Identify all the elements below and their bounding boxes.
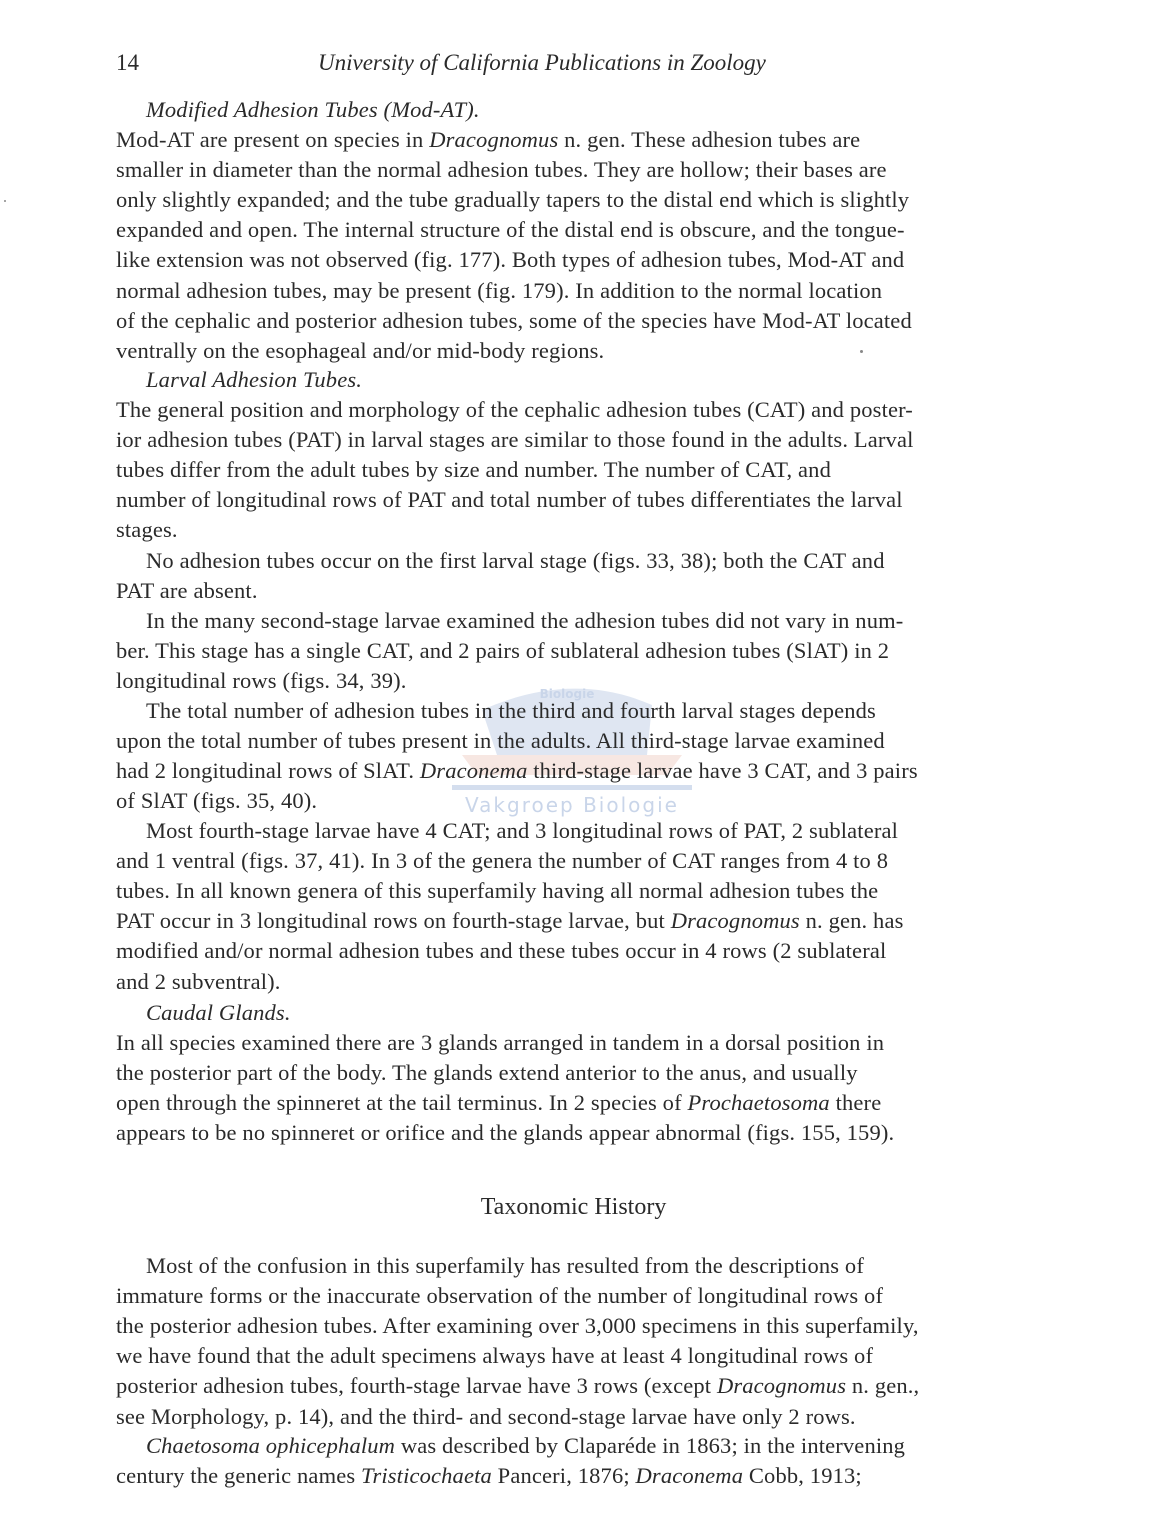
- text-line: stages.: [116, 517, 178, 543]
- text-line: [116, 125, 860, 155]
- text-segment: was described by Claparéde in 1863; in the intervening: [395, 1433, 906, 1458]
- text-line: number of longitudinal rows of PAT and total number of tubes differentiates the larval: [116, 487, 903, 513]
- text-line: longitudinal rows (figs. 34, 39).: [116, 668, 407, 694]
- text-segment: had 2 longitudinal rows of SlAT.: [116, 758, 420, 784]
- text-line: [146, 1431, 905, 1461]
- text-line: ior adhesion tubes (PAT) in larval stages are similar to those found in the adults. Larval: [116, 427, 914, 453]
- text-segment: century the generic names: [116, 1463, 362, 1489]
- text-segment: n. gen.,: [846, 1373, 920, 1399]
- text-segment: n. gen. These adhesion tubes are: [558, 127, 861, 152]
- text-line: like extension was not observed (fig. 177). Both types of adhesion tubes, Mod-AT and: [116, 247, 905, 273]
- text-line: tubes differ from the adult tubes by size and number. The number of CAT, and: [116, 457, 831, 483]
- taxon-name: Draconema: [635, 1463, 744, 1489]
- section-heading-text: Taxonomic History: [480, 1194, 667, 1220]
- text-segment: Mod-AT are present on species in: [116, 127, 430, 152]
- section-heading: [0, 1191, 1157, 1223]
- text-line: the posterior adhesion tubes. After examining over 3,000 specimens in this superfamily,: [116, 1313, 919, 1339]
- text-line: PAT are absent.: [116, 578, 258, 604]
- text-line: [116, 1461, 862, 1491]
- text-line: upon the total number of tubes present in the adults. All third-stage larvae examined: [116, 728, 885, 754]
- text-line: expanded and open. The internal structure of the distal end is obscure, and the tongue-: [116, 217, 905, 243]
- text-line: Most fourth-stage larvae have 4 CAT; and 3 longitudinal rows of PAT, 2 sublateral: [146, 818, 899, 843]
- taxon-name: Draconema: [419, 758, 528, 784]
- taxon-name: Chaetosoma ophicephalum: [146, 1433, 396, 1458]
- text-segment: open through the spinneret at the tail terminus. In 2 species of: [116, 1090, 688, 1116]
- subsection-heading: Modified Adhesion Tubes (Mod-AT).: [146, 97, 480, 122]
- text-line: of SlAT (figs. 35, 40).: [116, 788, 318, 814]
- taxon-name: Dracognomus: [670, 908, 800, 934]
- taxon-name: Dracognomus: [716, 1373, 847, 1399]
- watermark-text: Vakgroep Biologie: [465, 793, 679, 817]
- text-line: In the many second-stage larvae examined the adhesion tubes did not vary in num-: [146, 608, 904, 633]
- text-line: modified and/or normal adhesion tubes and these tubes occur in 4 rows (2 sublateral: [116, 938, 887, 964]
- scan-speck: [4, 200, 6, 202]
- text-line: immature forms or the inaccurate observation of the number of longitudinal rows of: [116, 1283, 884, 1309]
- text-segment: n. gen. has: [799, 908, 904, 934]
- text-line: the posterior part of the body. The glands extend anterior to the anus, and usually: [116, 1060, 858, 1086]
- text-segment: Panceri, 1876;: [491, 1463, 636, 1489]
- text-segment: posterior adhesion tubes, fourth-stage larvae have 3 rows (except: [116, 1373, 717, 1399]
- taxon-name: Prochaetosoma: [687, 1090, 830, 1116]
- scan-speck: [860, 350, 863, 353]
- text-line: appears to be no spinneret or orifice and the glands appear abnormal (figs. 155, 159).: [116, 1120, 895, 1146]
- taxon-name: Dracognomus: [429, 127, 559, 152]
- page-number: 14: [116, 50, 139, 75]
- subsection-heading: Caudal Glands.: [146, 1000, 291, 1025]
- text-line: ber. This stage has a single CAT, and 2 pairs of sublateral adhesion tubes (SlAT) in 2: [116, 638, 890, 664]
- text-segment: there: [829, 1090, 882, 1116]
- text-line: [116, 1088, 881, 1118]
- text-line: In all species examined there are 3 glands arranged in tandem in a dorsal position in: [116, 1030, 885, 1055]
- text-line: No adhesion tubes occur on the first larval stage (figs. 33, 38); both the CAT and: [146, 548, 885, 573]
- text-line: The total number of adhesion tubes in the third and fourth larval stages depends: [146, 698, 876, 723]
- text-line: only slightly expanded; and the tube gradually tapers to the distal end which is slightly: [116, 187, 910, 213]
- text-line: normal adhesion tubes, may be present (fig. 179). In addition to the normal location: [116, 277, 883, 303]
- text-line: tubes. In all known genera of this superfamily having all normal adhesion tubes the: [116, 878, 879, 904]
- subsection-heading: Larval Adhesion Tubes.: [146, 367, 363, 392]
- text-line: [116, 1371, 919, 1401]
- text-segment: third-stage larvae have 3 CAT, and 3 pairs: [527, 758, 918, 784]
- svg-text:Biologie: Biologie: [539, 687, 595, 701]
- text-segment: PAT occur in 3 longitudinal rows on fourth-stage larvae, but: [116, 908, 671, 934]
- text-line: [116, 906, 904, 936]
- text-line: of the cephalic and posterior adhesion tubes, some of the species have Mod-AT located: [116, 307, 912, 333]
- text-line: we have found that the adult specimens always have at least 4 longitudinal rows of: [116, 1343, 874, 1369]
- text-line: see Morphology, p. 14), and the third- and second-stage larvae have only 2 rows.: [116, 1403, 856, 1429]
- text-line: ventrally on the esophageal and/or mid-body regions.: [116, 337, 605, 363]
- text-line: [116, 756, 918, 786]
- text-segment: Cobb, 1913;: [743, 1463, 862, 1489]
- text-line: smaller in diameter than the normal adhesion tubes. They are hollow; their bases are: [116, 157, 887, 183]
- taxon-name: Tristicochaeta: [361, 1463, 492, 1489]
- running-head: University of California Publications in Zoology: [318, 50, 766, 75]
- text-line: and 1 ventral (figs. 37, 41). In 3 of the genera the number of CAT ranges from 4 to 8: [116, 848, 889, 874]
- text-line: Most of the confusion in this superfamily has resulted from the descriptions of: [146, 1253, 864, 1278]
- text-line: The general position and morphology of the cephalic adhesion tubes (CAT) and poster-: [116, 397, 913, 422]
- text-line: and 2 subventral).: [116, 968, 281, 994]
